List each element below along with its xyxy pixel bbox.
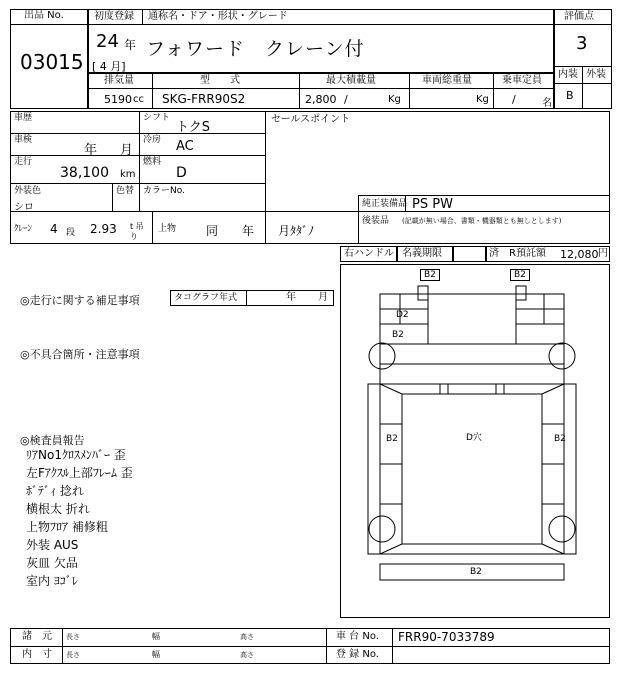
crane-stage-unit: 段 — [66, 228, 76, 238]
history-label: 車歴 — [14, 113, 33, 123]
inspector-line: ﾎﾞﾃﾞｨ 捻れ — [26, 484, 84, 498]
exterior-grade-label: 外装 — [586, 69, 606, 80]
inspector-line: 室内 ﾖｺﾞﾚ — [26, 574, 78, 588]
chassis-no: FRR90-7033789 — [398, 630, 495, 644]
driving-notes-label: ◎走行に関する補足事項 — [20, 294, 140, 307]
top-date: 同 年 月 — [206, 224, 291, 238]
height-label: 高さ — [240, 633, 254, 641]
crane-maker: ﾀﾀﾞﾉ — [290, 224, 315, 238]
damage-mark: B2 — [420, 269, 440, 281]
inspector-report-label: ◎検査員報告 — [20, 434, 85, 447]
sales-point-label: セールスポイント — [271, 114, 351, 125]
displacement-unit: cc — [133, 94, 144, 105]
shift: トクS — [176, 120, 210, 135]
lot-no-label: 出品 No. — [24, 10, 64, 21]
equipment: PS PW — [412, 197, 453, 212]
damage-mark: D2 — [396, 310, 409, 320]
damage-mark: B2 — [392, 330, 404, 340]
interior-dims-label: 内 寸 — [22, 649, 52, 660]
ac: AC — [176, 139, 194, 154]
color-code-label: カラーNo. — [143, 186, 185, 196]
max-load-unit: Kg — [388, 94, 401, 105]
damage-mark: B2 — [470, 567, 482, 577]
reg-year: 24 — [96, 31, 119, 52]
inspector-line: 灰皿 欠品 — [26, 556, 78, 570]
inspector-line: 左Fｱｸｽﾙ上部ﾌﾚｰﾑ 歪 — [26, 466, 133, 480]
reg-month: [ 4 月] — [92, 60, 126, 73]
name-label: 通称名・ドア・形状・グレード — [148, 11, 288, 22]
damage-mark: D穴 — [466, 433, 482, 443]
reg-year-unit: 年 — [124, 38, 137, 52]
recycle-amount: 12,080 — [560, 248, 599, 261]
crane-stages: 4 — [50, 222, 58, 236]
max-load: 2,800 — [305, 93, 337, 106]
dims-label: 諸 元 — [22, 631, 52, 642]
recycle-label: 済 R預託額 — [489, 248, 546, 259]
color-label: 外装色 — [14, 186, 42, 196]
interior-grade: B — [566, 89, 574, 102]
fuel: D — [176, 165, 187, 181]
gross-weight-label: 車両総重量 — [422, 75, 472, 86]
inspector-line: ﾘｱNo1ｸﾛｽﾒﾝﾊﾞｰ 歪 — [26, 448, 126, 462]
length-label: 長さ — [66, 633, 80, 641]
shift-label: シフト — [143, 113, 171, 123]
score: 3 — [576, 33, 588, 54]
title-value-box — [453, 246, 486, 262]
tacho-year-unit: 年 — [286, 292, 296, 303]
crane-label: ｸﾚｰﾝ — [14, 224, 33, 234]
aftermarket-note: (記載が無い場合、書類・機器類とも無しとします) — [402, 217, 562, 225]
displacement: 5190 — [104, 93, 132, 106]
inspection-year-unit: 年 — [84, 143, 98, 158]
top-label: 上物 — [158, 224, 177, 234]
tacho-month-unit: 月 — [318, 292, 328, 303]
inspection-label: 車検 — [14, 135, 33, 145]
color-change-label: 色替 — [116, 186, 135, 196]
color: シロ — [14, 202, 34, 213]
inspection-month-unit: 月 — [120, 143, 134, 158]
width-label: 幅 — [152, 632, 160, 641]
recycle-unit: 円 — [598, 248, 608, 259]
mileage-unit: km — [120, 169, 136, 180]
crane-tonnage: 2.93 — [90, 222, 117, 236]
damage-mark: B2 — [386, 434, 398, 444]
height-label-2: 高さ — [240, 651, 254, 659]
car-name: フォワード クレーン付 — [146, 38, 365, 60]
capacity-slash: / — [512, 93, 516, 106]
damage-mark: B2 — [510, 269, 530, 281]
fuel-label: 燃料 — [143, 157, 162, 167]
interior-grade-label: 内装 — [558, 69, 578, 80]
model-label: 型 式 — [200, 75, 240, 86]
capacity-label: 乗車定員 — [502, 75, 542, 86]
mileage: 38,100 — [60, 165, 109, 181]
lot-no: 03015 — [20, 50, 84, 74]
defects-label: ◎不具合箇所・注意事項 — [20, 348, 140, 361]
damage-mark: B2 — [554, 434, 566, 444]
crane-tonnage-unit: t 吊り — [130, 222, 144, 241]
width-label-2: 幅 — [152, 650, 160, 659]
gross-weight-unit: Kg — [476, 94, 489, 105]
equipment-label: 純正装備品 — [362, 199, 408, 209]
right-hand-label: 右ハンドル — [344, 248, 394, 259]
inspector-line: 横根太 折れ — [26, 502, 90, 516]
max-load-slash: / — [344, 93, 348, 106]
inspector-line: 上物ﾌﾛｱ 補修粗 — [26, 520, 108, 534]
ac-label: 冷房 — [143, 135, 162, 145]
inspector-line: 外装 AUS — [26, 538, 79, 552]
max-load-label: 最大積載量 — [326, 75, 376, 86]
tacho-label: タコグラフ年式 — [174, 293, 238, 303]
score-label: 評価点 — [564, 11, 594, 22]
chassis-label: 車 台 No. — [336, 631, 379, 642]
reg-no-label: 登 録 No. — [336, 649, 379, 660]
length-label-2: 長さ — [66, 651, 80, 659]
displacement-label: 排気量 — [104, 75, 134, 86]
aftermarket-label: 後装品 — [362, 216, 390, 226]
model: SKG-FRR90S2 — [162, 92, 246, 106]
title-label: 名義期限 — [402, 248, 442, 259]
reg-label: 初度登録 — [94, 11, 134, 22]
capacity-unit: 名 — [542, 98, 552, 109]
mileage-label: 走行 — [14, 157, 33, 167]
